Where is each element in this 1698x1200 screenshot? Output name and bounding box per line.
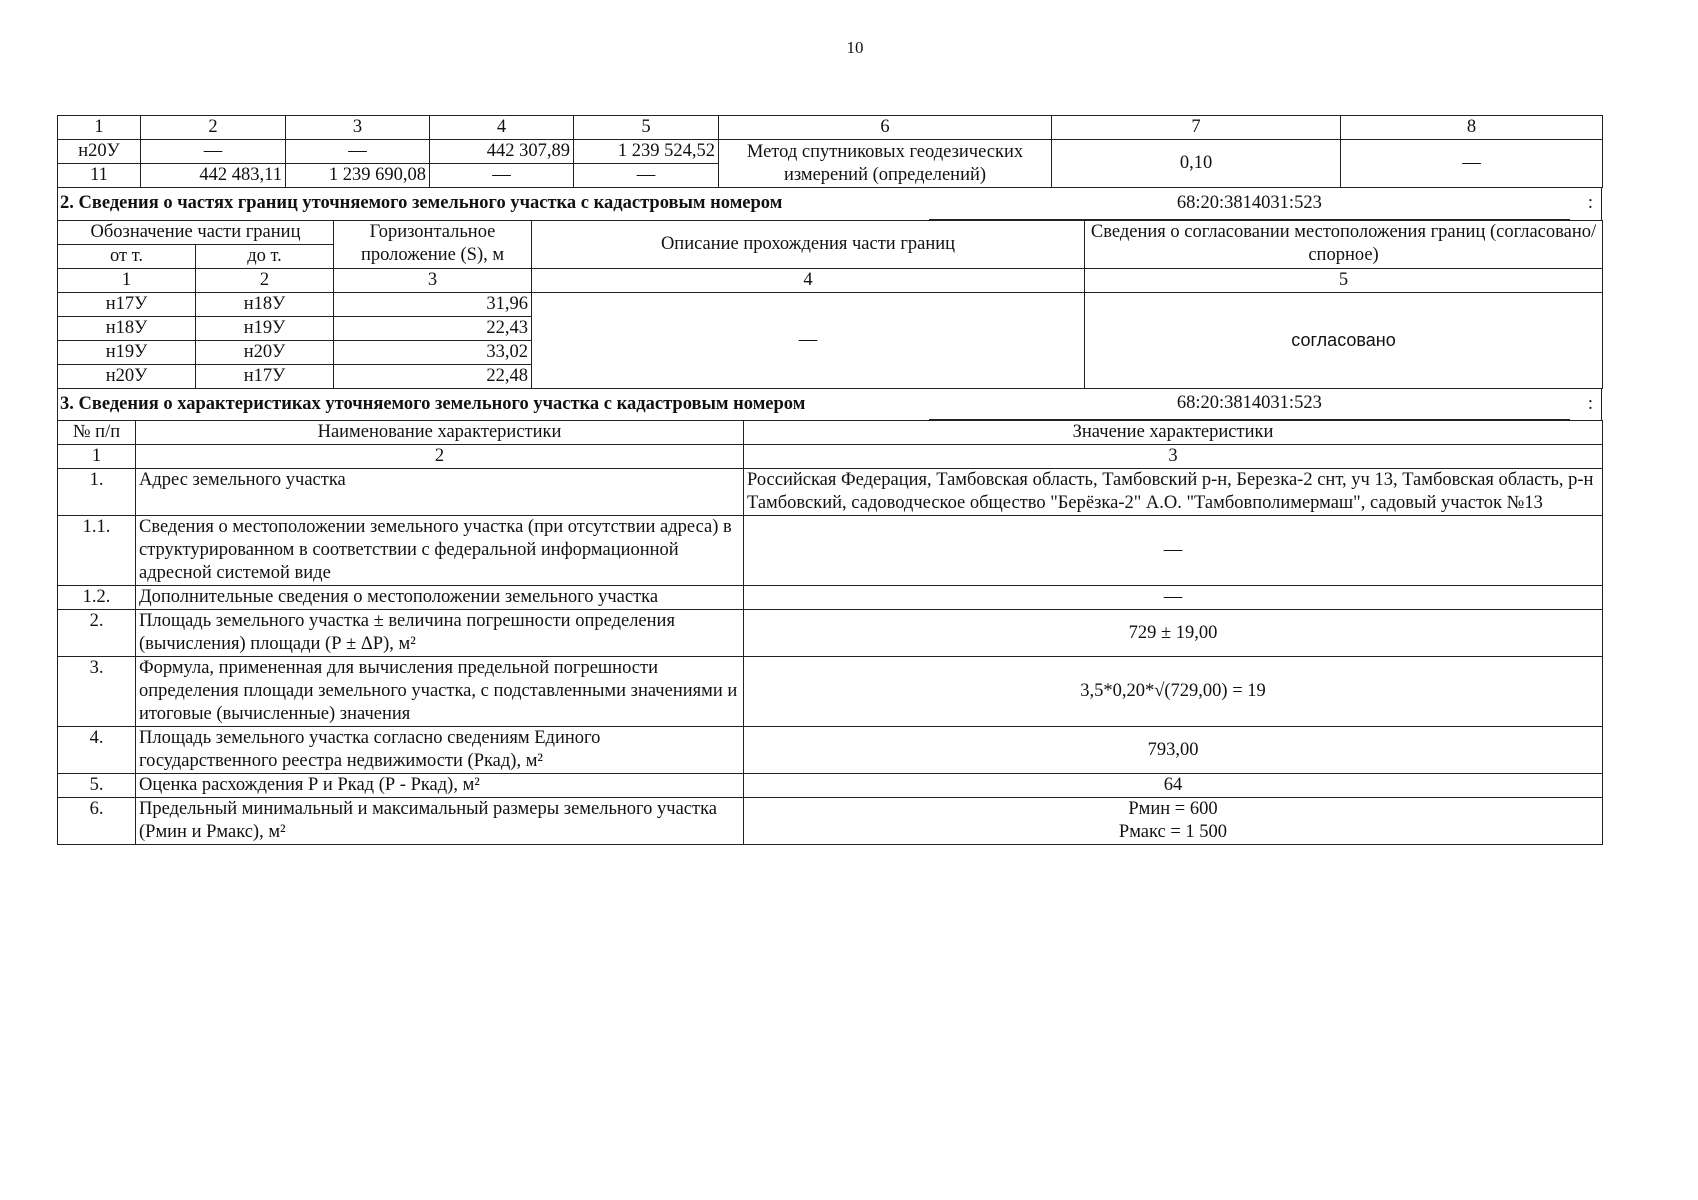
horizontal-value: 22,43 <box>334 316 532 340</box>
row-number: 4. <box>58 727 136 774</box>
col-number: 3 <box>744 445 1603 469</box>
from-point: н20У <box>58 364 196 388</box>
point-name: 11 <box>58 164 141 188</box>
cell: — <box>574 164 719 188</box>
to-point: н17У <box>196 364 334 388</box>
col-number: 5 <box>1085 268 1603 292</box>
description-header: Описание прохождения части границ <box>532 220 1085 268</box>
table-row <box>58 516 1603 586</box>
to-header: до т. <box>196 244 334 268</box>
col-number: 3 <box>334 268 532 292</box>
characteristic-name: Предельный минимальный и максимальный размеры земельного участка (Рмин и Рмакс), м² <box>136 798 744 845</box>
horizontal-value: 31,96 <box>334 292 532 316</box>
row-number: 5. <box>58 774 136 798</box>
name-header: Наименование характеристики <box>136 421 744 445</box>
cell: — <box>141 140 286 164</box>
characteristic-name: Оценка расхождения Р и Ркад (Р - Ркад), м² <box>136 774 744 798</box>
characteristic-name: Сведения о местоположении земельного участка (при отсутствии адреса) в структурированном в соответствии с федеральной информационной адресной системой виде <box>136 516 744 586</box>
table-row <box>58 140 1603 164</box>
document-body <box>57 115 1602 845</box>
cell: 442 483,11 <box>141 164 286 188</box>
col-header: 8 <box>1341 116 1603 140</box>
characteristic-name: Площадь земельного участка согласно сведениям Единого государственного реестра недвижимости (Ркад), м² <box>136 727 744 774</box>
horizontal-value: 33,02 <box>334 340 532 364</box>
row-number: 1. <box>58 469 136 516</box>
section2-heading <box>57 188 1602 220</box>
row-number: 2. <box>58 610 136 657</box>
characteristic-value: — <box>744 516 1603 586</box>
colon: : <box>1587 393 1593 414</box>
characteristic-name: Формула, примененная для вычисления предельной погрешности определения площади земельного участка, с подставленными значениями и итоговые (вычисленные) значения <box>136 657 744 727</box>
header-row <box>58 220 1603 244</box>
point-name: н20У <box>58 140 141 164</box>
header-row <box>58 421 1603 445</box>
section2-cadastral-number: 68:20:3814031:523 <box>929 188 1570 219</box>
row-number: 1.1. <box>58 516 136 586</box>
col-header: 2 <box>141 116 286 140</box>
col-header: 5 <box>574 116 719 140</box>
table-row <box>58 610 1603 657</box>
cell: 1 239 690,08 <box>286 164 430 188</box>
col-header: 1 <box>58 116 141 140</box>
cell: 442 307,89 <box>430 140 574 164</box>
cell: — <box>430 164 574 188</box>
characteristic-value <box>744 798 1603 845</box>
table-row <box>58 727 1603 774</box>
to-point: н19У <box>196 316 334 340</box>
value-header: Значение характеристики <box>744 421 1603 445</box>
section3-cadastral-number: 68:20:3814031:523 <box>929 389 1570 420</box>
horizontal-value: 22,48 <box>334 364 532 388</box>
agreement-header: Сведения о согласовании местоположения границ (согласовано/спорное) <box>1085 220 1603 268</box>
from-point: н17У <box>58 292 196 316</box>
to-point: н18У <box>196 292 334 316</box>
from-header: от т. <box>58 244 196 268</box>
table-row <box>58 292 1603 316</box>
num-header: № п/п <box>58 421 136 445</box>
description-cell: — <box>532 292 1085 388</box>
coordinates-table <box>57 115 1603 188</box>
part-header: Обозначение части границ <box>58 220 334 244</box>
cell: — <box>1341 140 1603 188</box>
min-area: Рмин = 600 <box>1128 799 1218 819</box>
cell: 1 239 524,52 <box>574 140 719 164</box>
row-number: 6. <box>58 798 136 845</box>
coordinates-header-row <box>58 116 1603 140</box>
colon: : <box>1587 193 1593 213</box>
row-number: 3. <box>58 657 136 727</box>
from-point: н18У <box>58 316 196 340</box>
col-header: 4 <box>430 116 574 140</box>
section3-heading <box>57 389 1602 421</box>
characteristic-name: Адрес земельного участка <box>136 469 744 516</box>
characteristic-value: 64 <box>744 774 1603 798</box>
characteristics-table <box>57 420 1603 845</box>
characteristic-value: — <box>744 586 1603 610</box>
method-cell: Метод спутниковых геодезических измерений (определений) <box>719 140 1052 188</box>
characteristic-name: Дополнительные сведения о местоположении земельного участка <box>136 586 744 610</box>
number-row <box>58 445 1603 469</box>
table-row <box>58 469 1603 516</box>
col-header: 6 <box>719 116 1052 140</box>
col-number: 2 <box>196 268 334 292</box>
table-row <box>58 798 1603 845</box>
col-number: 1 <box>58 268 196 292</box>
col-header: 7 <box>1052 116 1341 140</box>
to-point: н20У <box>196 340 334 364</box>
col-number: 4 <box>532 268 1085 292</box>
precision-cell: 0,10 <box>1052 140 1341 188</box>
cell: — <box>286 140 430 164</box>
characteristic-value: 729 ± 19,00 <box>744 610 1603 657</box>
col-header: 3 <box>286 116 430 140</box>
section3-title: 3. Сведения о характеристиках уточняемого земельного участка с кадастровым номером <box>60 393 806 414</box>
col-number: 2 <box>136 445 744 469</box>
row-number: 1.2. <box>58 586 136 610</box>
max-area: Рмакс = 1 500 <box>1118 822 1228 842</box>
agreement-cell: согласовано <box>1085 292 1603 388</box>
table-row <box>58 586 1603 610</box>
characteristic-value: Российская Федерация, Тамбовская область, Тамбовский р-н, Березка-2 снт, уч 13, Тамбовская область, р-н Тамбовский, садоводческое общество "Берёзка-2" А.О. "Тамбовполимермаш", садовый участок №13 <box>744 469 1603 516</box>
characteristic-name: Площадь земельного участка ± величина погрешности определения (вычисления) площади (Р ± ΔР), м² <box>136 610 744 657</box>
horizontal-header: Горизонтальное проложение (S), м <box>334 220 532 268</box>
table-row <box>58 657 1603 727</box>
col-number: 1 <box>58 445 136 469</box>
page-number: 10 <box>846 38 864 57</box>
section2-title: 2. Сведения о частях границ уточняемого земельного участка с кадастровым номером <box>60 193 783 213</box>
table-row <box>58 774 1603 798</box>
from-point: н19У <box>58 340 196 364</box>
boundary-parts-table <box>57 220 1603 389</box>
characteristic-value: 793,00 <box>744 727 1603 774</box>
characteristic-value: 3,5*0,20*√(729,00) = 19 <box>744 657 1603 727</box>
number-row <box>58 268 1603 292</box>
